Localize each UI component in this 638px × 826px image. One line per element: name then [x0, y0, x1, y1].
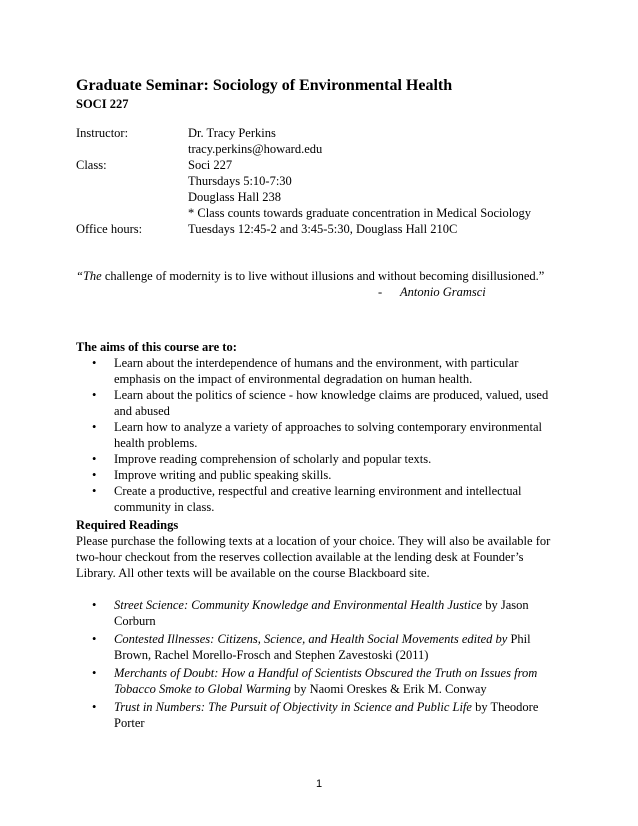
aim-text: Create a productive, respectful and creative learning environment and intellectual community in class. [114, 484, 522, 514]
list-item [76, 451, 566, 467]
instructor-name: Dr. Tracy Perkins [188, 126, 276, 140]
quote-attribution [378, 284, 566, 300]
bullet-icon: • [92, 452, 97, 466]
list-item [76, 355, 566, 387]
bullet-icon: • [92, 388, 97, 402]
instructor-label: Instructor: [76, 126, 129, 140]
readings-intro: Please purchase the following texts at a location of your choice. They will also be available for two-hour checkout from the reserves collection available at the lending desk at Founder’s Library. All other texts will be available on the course Blackboard site. [76, 534, 551, 580]
list-item [76, 387, 566, 419]
required-readings [76, 517, 566, 733]
document-title: Graduate Seminar: Sociology of Environmental Health [76, 77, 453, 94]
quote-rest: challenge of modernity is to live without illusions and without becoming disillusioned.” [101, 269, 545, 283]
book-title: Merchants of Doubt: How a Handful of Scientists Obscured the Truth on Issues from Tobacco Smoke to Global Warming [114, 666, 538, 696]
page-number: 1 [315, 778, 323, 790]
aim-text: Improve writing and public speaking skills. [114, 468, 332, 482]
bullet-icon: • [92, 356, 97, 370]
book-title: Contested Illnesses: Citizens, Science, and Health Social Movements edited by [114, 632, 508, 646]
book-title: Street Science: Community Knowledge and Environmental Health Justice [114, 598, 483, 612]
class-location: Douglass Hall 238 [188, 190, 282, 204]
class-time: Thursdays 5:10-7:30 [188, 174, 292, 188]
readings-heading: Required Readings [76, 518, 179, 532]
aims-list [76, 355, 566, 515]
office-hours-row [76, 221, 576, 237]
bullet-icon: • [92, 420, 97, 434]
bullet-icon: • [92, 632, 97, 646]
bullet-icon: • [92, 666, 97, 680]
bullet-icon: • [92, 598, 97, 612]
book-author: by Naomi Oreskes & Erik M. Conway [290, 682, 487, 696]
instructor-values [188, 125, 576, 157]
course-info [76, 125, 576, 237]
book-author: by Theodore Porter [114, 700, 539, 730]
list-item [76, 597, 566, 629]
quote-text [76, 268, 566, 284]
list-item [76, 631, 566, 663]
class-label: Class: [76, 158, 107, 172]
aim-text: Learn about the politics of science - how knowledge claims are produced, valued, used and abused [114, 388, 549, 418]
course-aims [76, 339, 566, 515]
instructor-email: tracy.perkins@howard.edu [188, 142, 323, 156]
instructor-row [76, 125, 576, 157]
aim-text: Learn how to analyze a variety of approaches to solving contemporary environmental health problems. [114, 420, 542, 450]
bullet-icon: • [92, 468, 97, 482]
list-item [76, 419, 566, 451]
quote-dash: - [378, 285, 383, 299]
class-row [76, 157, 576, 221]
quote-open: “The [76, 269, 102, 283]
bullet-icon: • [92, 484, 97, 498]
list-item [76, 699, 566, 731]
aim-text: Learn about the interdependence of humans and the environment, with particular emphasis on the impact of environmental degradation on human health. [114, 356, 519, 386]
aims-heading: The aims of this course are to: [76, 340, 237, 354]
class-note: * Class counts towards graduate concentration in Medical Sociology [188, 206, 531, 220]
class-name: Soci 227 [188, 158, 233, 172]
book-author: by Jason Corburn [114, 598, 529, 628]
list-item [76, 483, 566, 515]
office-hours-label: Office hours: [76, 222, 143, 236]
list-item [76, 467, 566, 483]
epigraph [76, 268, 566, 300]
readings-list [76, 597, 566, 731]
course-code: SOCI 227 [76, 97, 129, 111]
quote-author: Antonio Gramsci [400, 285, 486, 299]
office-hours-value: Tuesdays 12:45-2 and 3:45-5:30, Douglass Hall 210C [188, 222, 458, 236]
aim-text: Improve reading comprehension of scholarly and popular texts. [114, 452, 432, 466]
book-title: Trust in Numbers: The Pursuit of Objectivity in Science and Public Life [114, 700, 472, 714]
list-item [76, 665, 566, 697]
book-author: Phil Brown, Rachel Morello-Frosch and Stephen Zavestoski (2011) [114, 632, 531, 662]
bullet-icon: • [92, 700, 97, 714]
class-values [188, 157, 576, 221]
